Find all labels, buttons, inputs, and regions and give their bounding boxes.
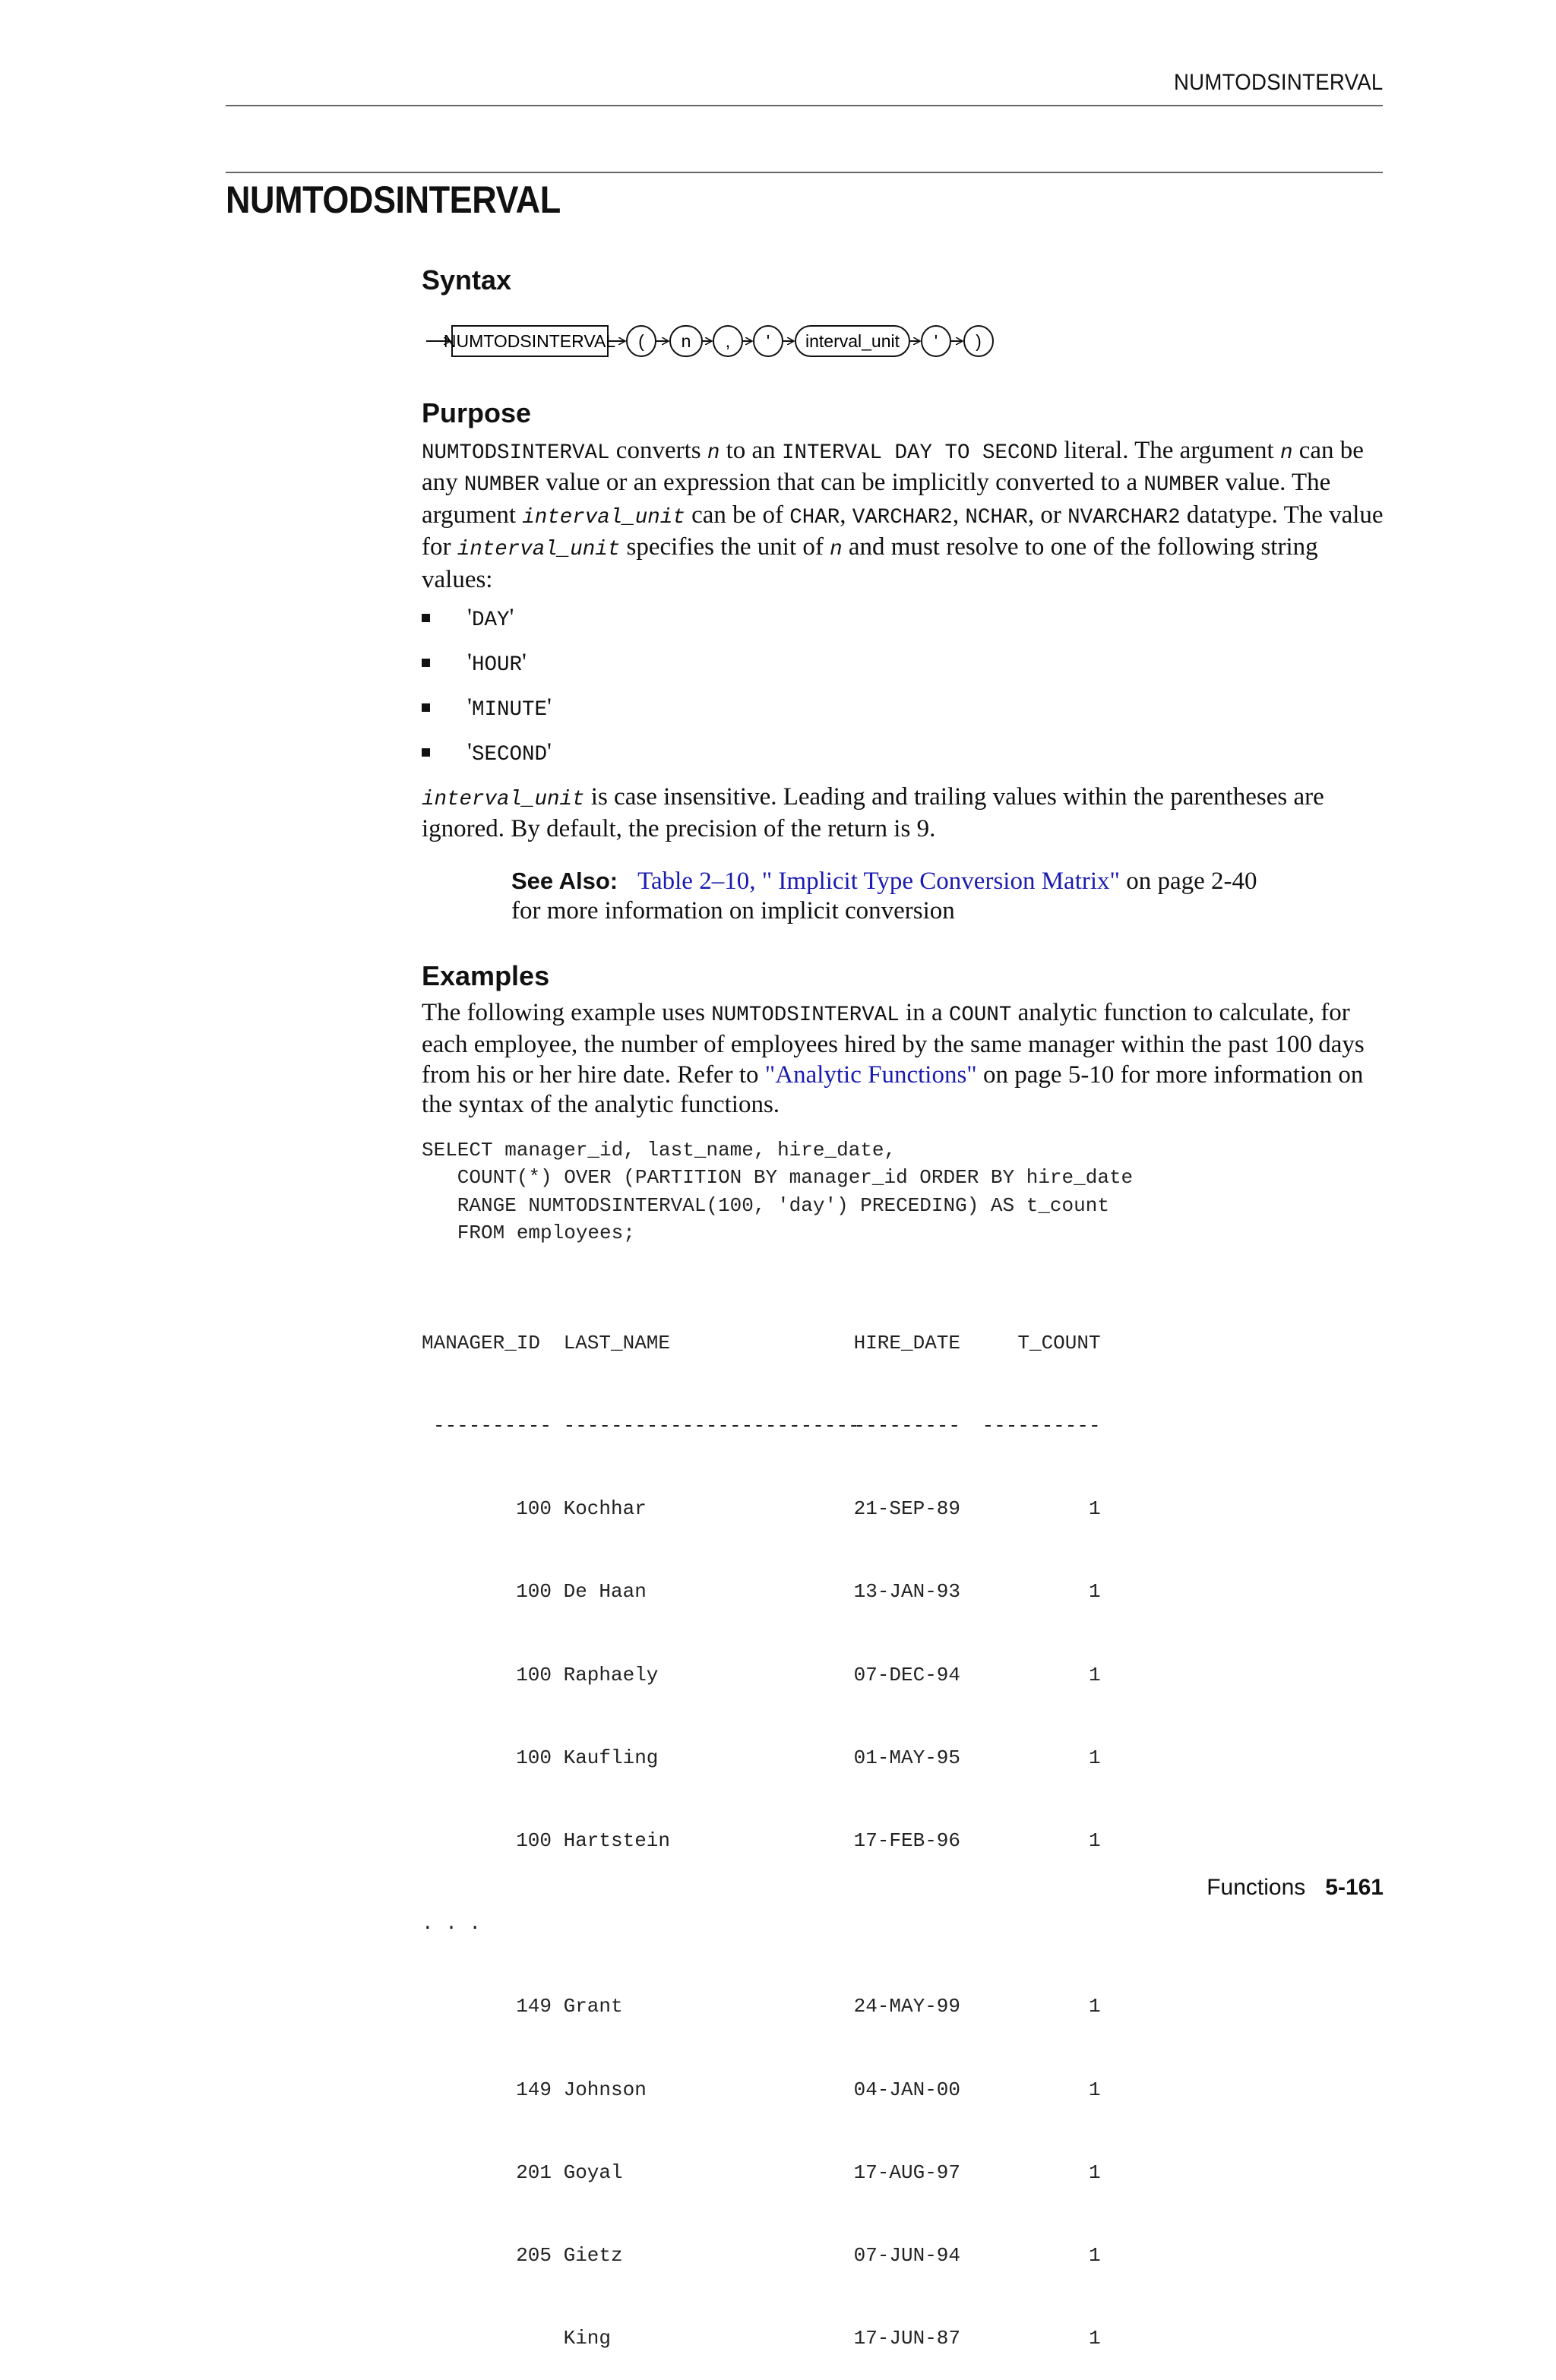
syntax-token-text: , [725, 331, 731, 351]
table-row: 100 Kaufling 01-MAY-95 1 [516, 1746, 1101, 1769]
list-item: 'DAY' [422, 602, 552, 647]
footer-section: Functions [1207, 1875, 1306, 1900]
list-item: 'HOUR' [422, 647, 552, 692]
table-row: 100 De Haan 13-JAN-93 1 [516, 1580, 1101, 1604]
page-footer [1207, 1875, 1384, 1901]
syntax-token-text: ( [638, 331, 644, 351]
implicit-conversion-link[interactable]: Table 2–10, " Implicit Type Conversion Matrix" [637, 868, 1120, 895]
case-insensitive-paragraph: interval_unit is case insensitive. Leading and trailing values within the parentheses are ignored. By default, the precision of the return is 9. [422, 783, 1324, 843]
page-title: NUMTODSINTERVAL [226, 179, 561, 221]
code-line: SELECT manager_id, last_name, hire_date, [422, 1139, 897, 1162]
analytic-functions-link[interactable]: "Analytic Functions" [764, 1060, 977, 1089]
code-line: COUNT(*) OVER (PARTITION BY manager_id ORDER BY hire_date [422, 1166, 1134, 1190]
interval-unit-values [422, 602, 552, 782]
output-separator-row: ---------- ---------------------------------- ---------- [432, 1414, 1101, 1438]
bullet-square-icon [422, 614, 430, 622]
syntax-diagram [422, 319, 1029, 365]
examples-heading: Examples [422, 960, 550, 991]
table-row: 100 Kochhar 21-SEP-89 1 [516, 1497, 1101, 1521]
purpose-paragraph: NUMTODSINTERVAL converts n to an INTERVAL DAY TO SECOND literal. The argument n can be any NUMBER value or an expression that can be implicitly converted to a NUMBER value. The argument interval_unit can be of CHAR, VARCHAR2, NCHAR, or NVARCHAR2 datatype. The value for interval_unit specifies the unit of n and must resolve to one of the following string values: [422, 437, 1384, 593]
see-also-note: See Also: Table 2–10, " Implicit Type Conversion Matrix" on page 2-40 for more information on implicit conversion [511, 868, 1257, 925]
syntax-token-text: n [681, 331, 691, 351]
table-row: 100 Hartstein 17-FEB-96 1 [516, 1829, 1101, 1853]
syntax-token-text: ) [976, 331, 982, 351]
query-output [422, 1274, 1101, 2380]
purpose-heading: Purpose [422, 397, 532, 428]
bullet-square-icon [422, 703, 430, 712]
sql-code-block [422, 1136, 1133, 1247]
examples-paragraph: The following example uses NUMTODSINTERVAL in a COUNT analytic function to calculate, for each employee, the number of employees hired by the same manager within the past 100 days from his or her hire date. Refer to "Analytic Functions" on page 5-10 for more information on the syntax of the analytic functions. [422, 999, 1365, 1119]
title-rule [226, 172, 1383, 173]
syntax-token-text: interval_unit [805, 331, 900, 351]
table-row: 149 Grant 24-MAY-99 1 [516, 1995, 1101, 2018]
header-rule [226, 105, 1383, 106]
syntax-token-text: ' [934, 331, 938, 351]
list-item: 'SECOND' [422, 737, 552, 782]
list-item: 'MINUTE' [422, 692, 552, 737]
output-ellipsis: . . . [422, 1912, 482, 1936]
page-number: 5-161 [1325, 1875, 1384, 1900]
table-row: 149 Johnson 04-JAN-00 1 [516, 2078, 1101, 2101]
table-row: 201 Goyal 17-AUG-97 1 [516, 2160, 1101, 2184]
code-line: FROM employees; [422, 1222, 635, 1245]
syntax-heading: Syntax [422, 264, 512, 296]
syntax-keyword: NUMTODSINTERVAL [443, 331, 616, 351]
bullet-square-icon [422, 659, 430, 667]
see-also-label: See Also: [511, 868, 618, 894]
table-row: 205 Gietz 07-JUN-94 1 [516, 2244, 1101, 2268]
syntax-token-text: ' [766, 331, 770, 351]
bullet-square-icon [422, 748, 430, 757]
table-row: King 17-JUN-87 1 [563, 2327, 1101, 2350]
running-header: NUMTODSINTERVAL [1174, 70, 1384, 95]
output-header-row: MANAGER_ID LAST_NAME HIRE_DATE T_COUNT [422, 1331, 1101, 1354]
code-line: RANGE NUMTODSINTERVAL(100, 'day') PRECEDING) AS t_count [422, 1193, 1109, 1217]
table-row: 100 Raphaely 07-DEC-94 1 [516, 1663, 1101, 1686]
